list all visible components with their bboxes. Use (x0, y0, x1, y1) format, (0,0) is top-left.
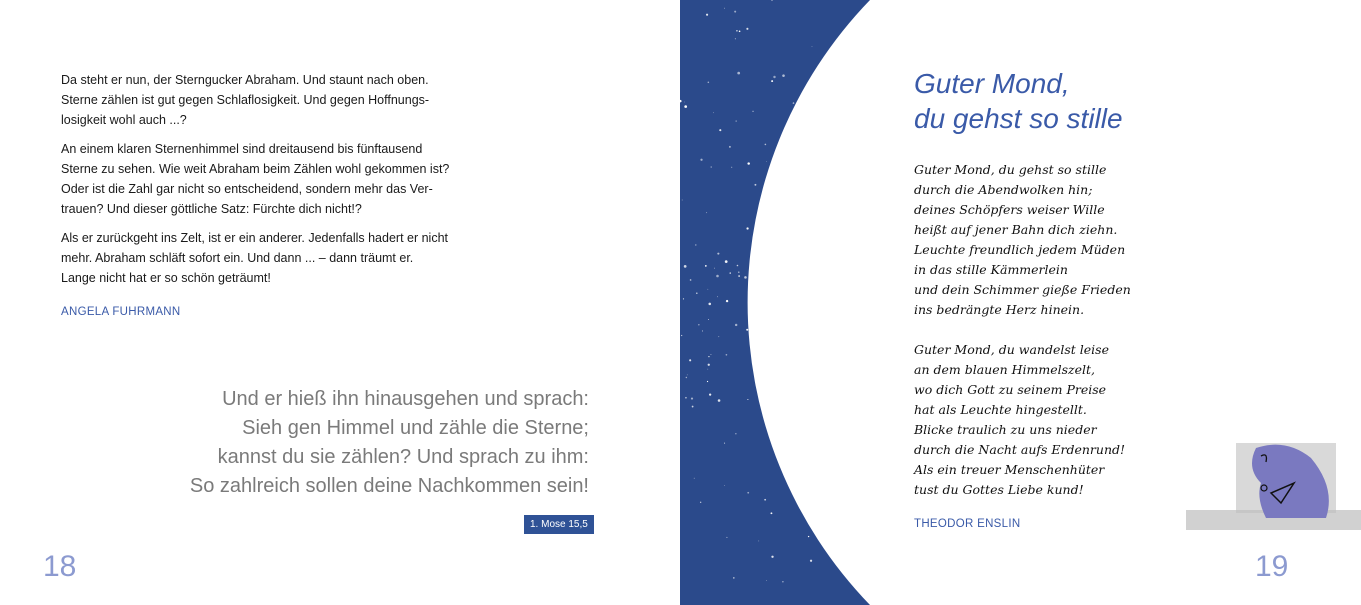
star (766, 580, 767, 581)
star (683, 298, 684, 299)
star (765, 144, 767, 146)
star (708, 319, 709, 320)
star (718, 399, 721, 402)
star (738, 271, 740, 273)
star (747, 492, 749, 494)
star (736, 30, 737, 31)
star (746, 329, 748, 331)
star (714, 268, 715, 269)
paragraph-3: Als er zurückgeht ins Zelt, ist er ein anderer. Jedenfalls hadert er nicht mehr. Abraham schläft sofort ein. Und dann ... – dann träumt er. Lange nicht hat er so schön geträumt! (61, 231, 448, 285)
star (731, 167, 732, 168)
star (734, 11, 736, 13)
star (708, 364, 710, 366)
prose-column (61, 70, 449, 318)
star (706, 212, 707, 213)
star (689, 359, 691, 361)
star (730, 272, 731, 273)
star (682, 200, 683, 201)
star (724, 8, 725, 9)
moon-face-illustration (1186, 438, 1361, 530)
star (702, 330, 703, 331)
star (764, 499, 766, 501)
star (692, 406, 694, 408)
star (685, 397, 687, 399)
star (726, 300, 728, 302)
star (754, 184, 756, 186)
star (681, 335, 682, 336)
star (700, 159, 702, 161)
star (771, 512, 773, 514)
star (711, 166, 712, 167)
bible-quote: Und er hieß ihn hinausgehen und sprach: Sieh gen Himmel und zähle die Sterne; kannst du sie zählen? Und sprach zu ihm: So zahlreich sollen deine Nachkommen sein! (189, 388, 589, 497)
star (700, 502, 701, 503)
paragraph-2: An einem klaren Sternenhimmel sind dreitausend bis fünftausend Sterne zu sehen. Wie weit Abraham beim Zählen wohl gekommen ist? Oder ist die Zahl gar nicht so entscheidend, sondern mehr das Ver- trauen? Und dieser göttliche Satz: Fürchte dich nicht!? (61, 142, 450, 216)
star (808, 536, 809, 537)
star (707, 369, 708, 370)
star (718, 336, 719, 337)
poem (914, 160, 1131, 500)
star (705, 265, 707, 267)
star (724, 485, 725, 486)
star (724, 443, 725, 444)
stanza-2: Guter Mond, du wandelst leise an dem blauen Himmelszelt, wo dich Gott zu seinem Preise hat als Leuchte hingestellt. Blicke traulich zu uns nieder durch die Nacht aufs Erdenrund! Als ein treuer Menschenhüter tust du Gottes Liebe kund! (914, 342, 1126, 497)
paragraph-1: Da steht er nun, der Sterngucker Abraham. Und staunt nach oben. Sterne zählen ist gut gegen Schlaflosigkeit. Und gegen Hoffnungs- losigkeit wohl auch ...? (61, 73, 430, 127)
sky-background (680, 0, 870, 605)
star (746, 28, 748, 30)
author-angela-fuhrmann: ANGELA FUHRMANN (61, 306, 181, 318)
star (735, 38, 736, 39)
star (726, 537, 727, 538)
star (698, 324, 699, 325)
star (708, 289, 709, 290)
star (708, 356, 709, 357)
star (696, 293, 697, 294)
star (771, 556, 773, 558)
star (782, 581, 783, 582)
star (739, 30, 741, 32)
star (694, 478, 695, 479)
star (752, 111, 753, 112)
star (773, 76, 775, 78)
star (744, 276, 747, 279)
star (708, 303, 711, 306)
star (782, 74, 785, 77)
star (717, 296, 718, 297)
star (687, 374, 688, 375)
star (729, 146, 731, 148)
star (747, 162, 749, 164)
left-page (0, 0, 680, 605)
page-number: 19 (1255, 550, 1289, 583)
author-theodor-enslin: THEODOR ENSLIN (914, 518, 1021, 530)
star (684, 102, 685, 103)
star (747, 399, 748, 400)
star (726, 354, 728, 356)
star (812, 46, 813, 47)
stanza-1: Guter Mond, du gehst so stille durch die Abendwolken hin; deines Schöpfers weiser Wille heißt auf jener Bahn dich ziehn. Leuchte freundlich jedem Müden in das stille Kämmerlein und dein Schimmer gieße Frieden ins bedrängte Herz hinein. (914, 162, 1131, 317)
star (695, 244, 696, 245)
star (738, 275, 740, 277)
star (686, 377, 687, 378)
prose-text (61, 70, 449, 288)
star (691, 398, 693, 400)
star (690, 279, 692, 281)
page-number: 18 (43, 550, 77, 583)
star (766, 161, 767, 162)
poem-column (914, 66, 1131, 530)
star (771, 80, 773, 82)
star (684, 105, 687, 108)
star (717, 253, 719, 255)
star (713, 112, 714, 113)
star (735, 433, 736, 434)
star (719, 129, 721, 131)
star (746, 227, 748, 229)
star (706, 14, 708, 16)
star (684, 265, 687, 268)
star (793, 102, 795, 104)
right-page (680, 0, 1361, 605)
star (733, 577, 735, 579)
star (810, 560, 812, 562)
poem-title: Guter Mond, du gehst so stille (914, 68, 1123, 134)
star (737, 72, 740, 75)
star (707, 381, 708, 382)
star (711, 354, 712, 355)
star (736, 120, 737, 121)
star (735, 324, 737, 326)
star (758, 541, 759, 542)
star (725, 260, 728, 263)
star (716, 275, 719, 278)
star (708, 81, 710, 83)
bible-reference: 1. Mose 15,5 (524, 515, 594, 534)
star (709, 394, 711, 396)
star (737, 265, 739, 267)
